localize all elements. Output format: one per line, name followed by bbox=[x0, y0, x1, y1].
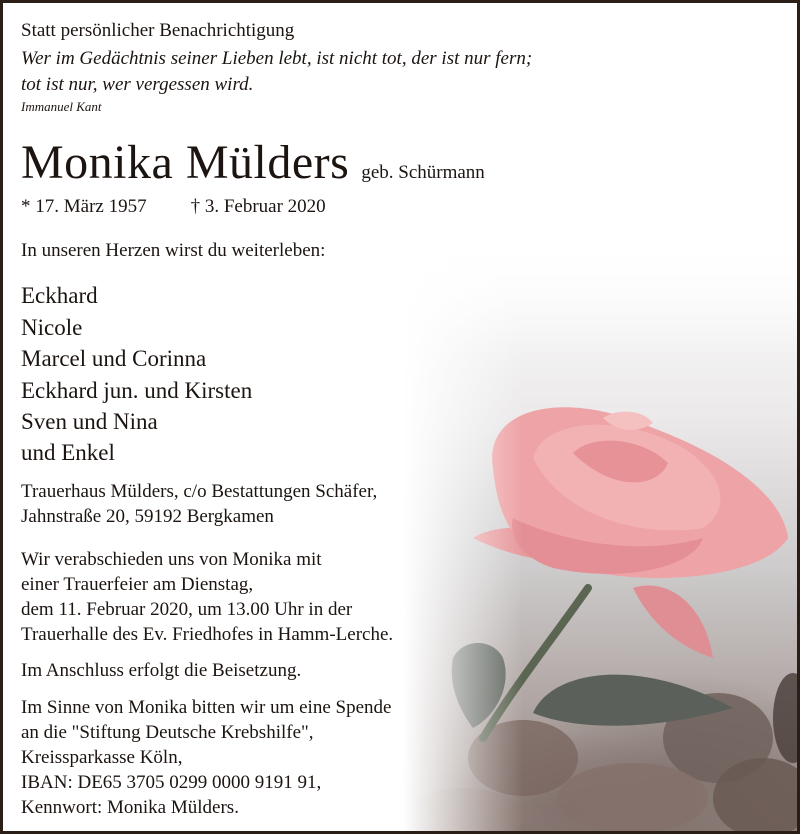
survivor-name: Marcel und Corinna bbox=[21, 346, 207, 371]
quote-line-2: tot ist nur, wer vergessen wird. bbox=[21, 74, 254, 95]
ceremony-line-1: Wir verabschieden uns von Monika mit bbox=[21, 549, 322, 570]
ceremony-line-4: Trauerhalle des Ev. Friedhofes in Hamm-Lerche. bbox=[21, 624, 394, 645]
donation-iban: IBAN: DE65 3705 0299 0000 9191 91, bbox=[21, 772, 322, 793]
quote-line-1: Wer im Gedächtnis seiner Lieben lebt, ist nicht tot, der ist nur fern; bbox=[21, 48, 533, 69]
deceased-heading bbox=[21, 135, 485, 190]
survivor-name: Eckhard bbox=[21, 283, 98, 308]
survivor-name: Eckhard jun. und Kirsten bbox=[21, 378, 253, 403]
donation-line-1: Im Sinne von Monika bitten wir um eine Spende bbox=[21, 697, 392, 718]
mourning-address-line-2: Jahnstraße 20, 59192 Bergkamen bbox=[21, 506, 274, 527]
mourning-address-line-1: Trauerhaus Mülders, c/o Bestattungen Schäfer, bbox=[21, 481, 378, 502]
maiden-name: geb. Schürmann bbox=[361, 162, 485, 183]
life-dates bbox=[21, 196, 326, 218]
survivor-name: Sven und Nina bbox=[21, 409, 158, 434]
quote-author: Immanuel Kant bbox=[21, 99, 102, 114]
pre-title: Statt persönlicher Benachrichtigung bbox=[21, 20, 295, 41]
deceased-name: Monika Mülders bbox=[21, 136, 350, 189]
donation-line-3: Kreissparkasse Köln, bbox=[21, 747, 183, 768]
death-date: † 3. Februar 2020 bbox=[190, 196, 326, 217]
donation-keyword: Kennwort: Monika Mülders. bbox=[21, 797, 239, 818]
survivor-name: und Enkel bbox=[21, 440, 115, 465]
ceremony-line-3: dem 11. Februar 2020, um 13.00 Uhr in der bbox=[21, 599, 353, 620]
burial-note: Im Anschluss erfolgt die Beisetzung. bbox=[21, 660, 302, 681]
survivor-name: Nicole bbox=[21, 315, 83, 340]
survivors-intro: In unseren Herzen wirst du weiterleben: bbox=[21, 240, 326, 261]
ceremony-line-2: einer Trauerfeier am Dienstag, bbox=[21, 574, 254, 595]
donation-line-2: an die "Stiftung Deutsche Krebshilfe", bbox=[21, 722, 314, 743]
birth-date: * 17. März 1957 bbox=[21, 196, 147, 217]
photo-left-fade bbox=[403, 238, 800, 834]
